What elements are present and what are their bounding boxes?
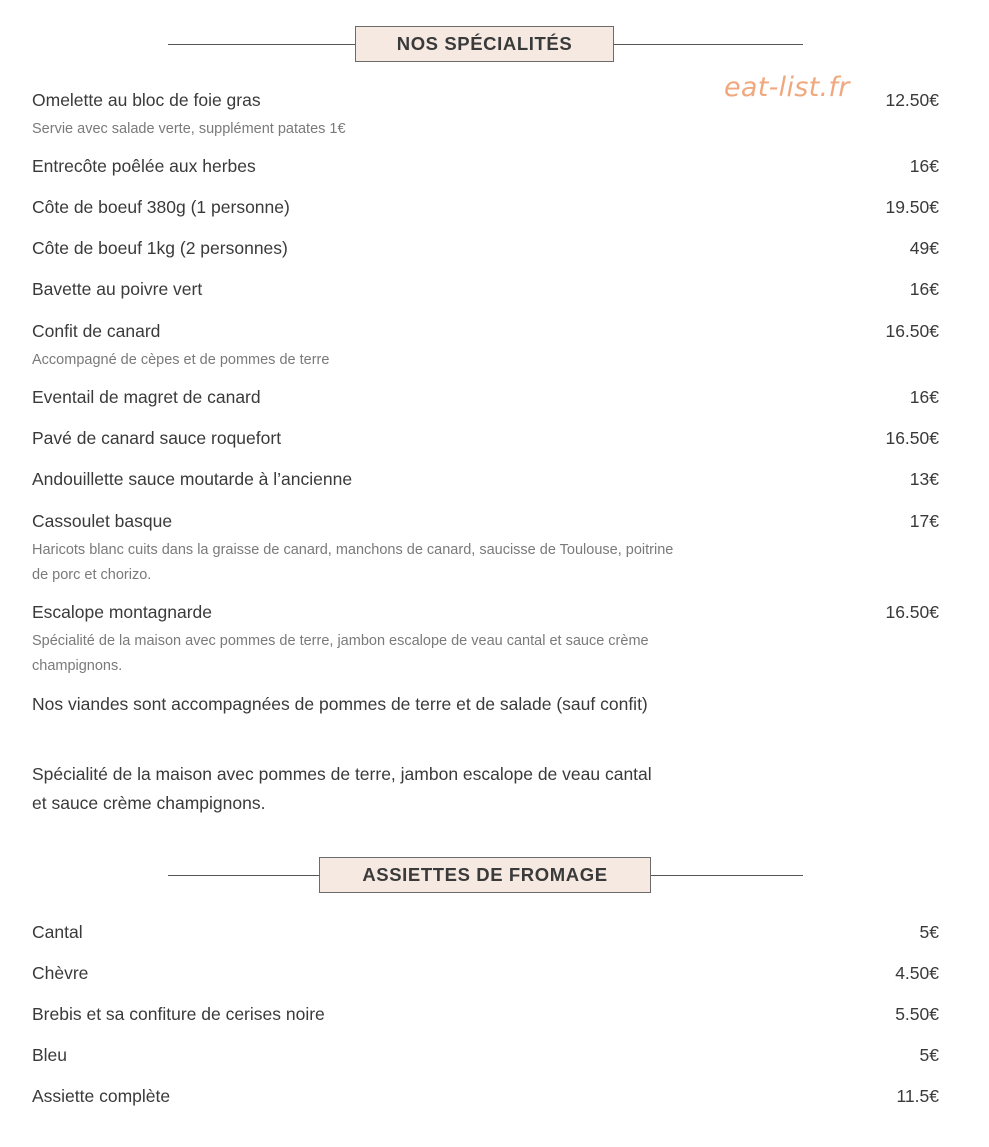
item-price: 4.50€ [895,963,939,983]
item-name: Cantal [32,922,83,942]
item-name: Brebis et sa confiture de cerises noire [32,1004,325,1024]
menu-note: Nos viandes sont accompagnées de pommes de terre et de salade (sauf confit) [32,694,648,714]
item-price: 16.50€ [885,428,939,448]
item-name: Côte de boeuf 1kg (2 personnes) [32,238,288,258]
item-price: 5€ [919,922,939,942]
item-price: 16€ [909,156,939,176]
menu-note: Spécialité de la maison avec pommes de terre, jambon escalope de veau cantal et sauce crème champignons. [32,764,652,813]
item-name: Bavette au poivre vert [32,279,203,299]
item-name: Andouillette sauce moutarde à l’ancienne [32,469,353,489]
section-title: ASSIETTES DE FROMAGE [319,857,651,893]
section-title: NOS SPÉCIALITÉS [355,26,614,62]
item-name: Pavé de canard sauce roquefort [32,428,282,448]
item-description: Haricots blanc cuits dans la graisse de canard, manchons de canard, saucisse de Toulouse, poitrine de porc et chorizo. [32,542,674,583]
item-price: 5.50€ [895,1004,939,1024]
item-price: 19.50€ [885,197,939,217]
item-name: Bleu [32,1045,68,1065]
item-name: Côte de boeuf 380g (1 personne) [32,197,290,217]
watermark: eat-list.fr [724,72,850,103]
item-price: 16.50€ [885,321,939,341]
item-price: 17€ [909,511,939,531]
item-name: Entrecôte poêlée aux herbes [32,156,256,176]
item-name: Omelette au bloc de foie gras [32,90,261,110]
item-price: 5€ [919,1045,939,1065]
item-price: 16€ [909,387,939,407]
item-price: 16€ [909,279,939,299]
section-header-specialites [168,26,803,62]
item-name: Chèvre [32,963,89,983]
item-name: Assiette complète [32,1086,171,1106]
section-header-fromage [168,857,803,893]
item-price: 12.50€ [885,90,939,110]
item-price: 16.50€ [885,602,939,622]
item-price: 11.5€ [896,1086,939,1106]
item-price: 49€ [909,238,939,258]
item-description: Servie avec salade verte, supplément patates 1€ [32,121,346,137]
item-name: Cassoulet basque [32,511,173,531]
item-price: 13€ [909,469,939,489]
item-description: Spécialité de la maison avec pommes de terre, jambon escalope de veau cantal et sauce crème champignons. [32,633,649,674]
item-name: Eventail de magret de canard [32,387,261,407]
item-name: Confit de canard [32,321,161,341]
item-description: Accompagné de cèpes et de pommes de terre [32,352,330,368]
item-name: Escalope montagnarde [32,602,212,622]
